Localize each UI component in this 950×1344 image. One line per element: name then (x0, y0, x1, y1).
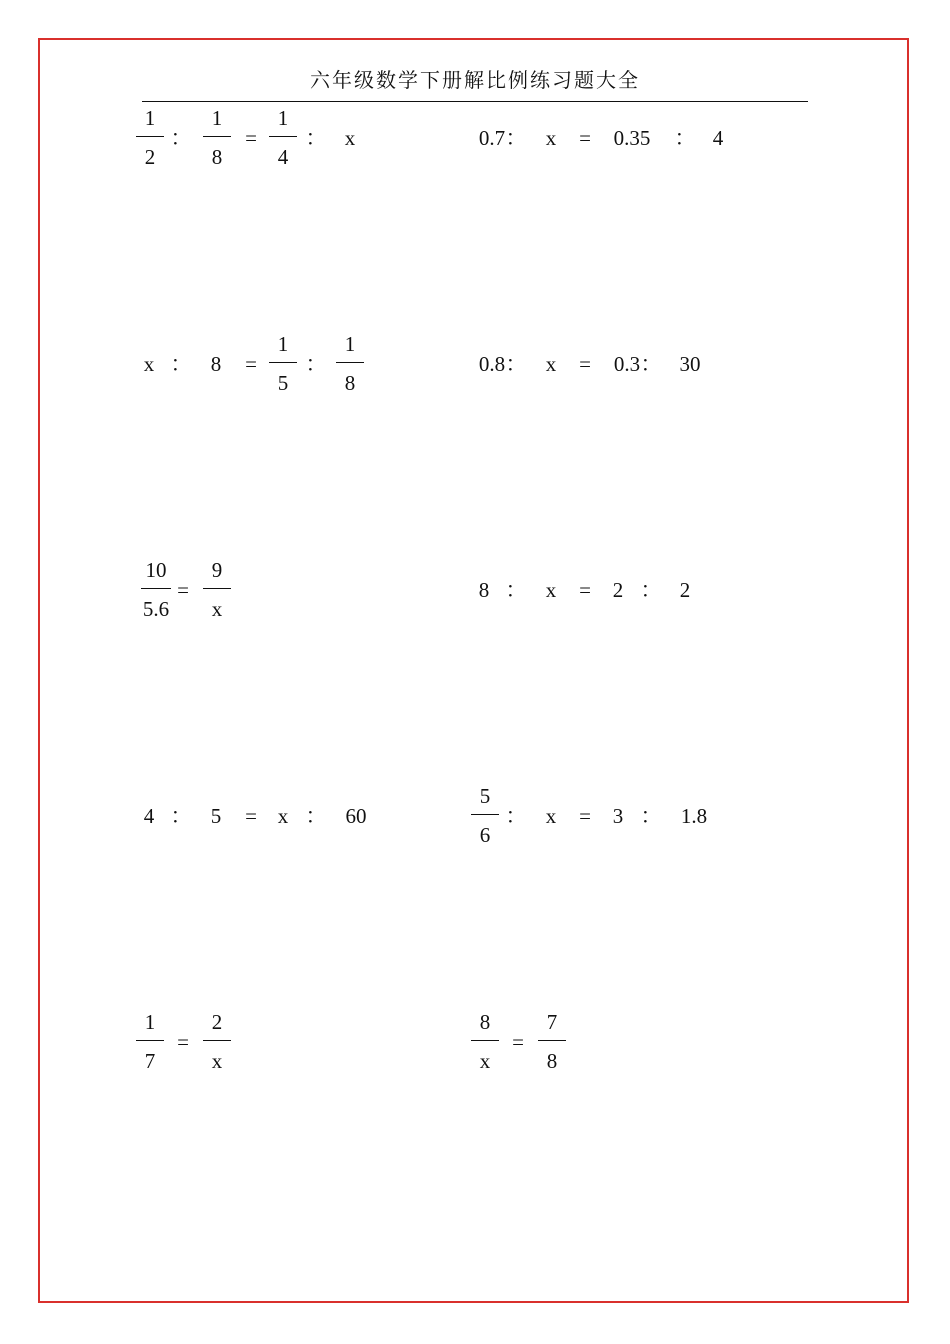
page-title: 六年级数学下册解比例练习题大全 (310, 70, 640, 92)
denominator: 5.6 (142, 597, 170, 621)
equals-sign: = (245, 126, 257, 150)
numerator: 1 (277, 106, 289, 130)
fraction-b (203, 106, 231, 186)
ratio-colon: ： (640, 804, 662, 828)
equals-sign: = (245, 352, 257, 376)
ratio-colon: ： (170, 126, 192, 150)
ratio-colon: ： (170, 352, 192, 376)
denominator: 6 (479, 823, 491, 847)
fraction-bar (141, 588, 171, 589)
fraction-d (336, 332, 364, 412)
numerator: 1 (211, 106, 223, 130)
fraction-right (203, 558, 231, 638)
equals-sign: = (245, 804, 257, 828)
numerator: 8 (479, 1010, 491, 1034)
ratio-colon: ： (674, 126, 696, 150)
term-d: 4 (712, 126, 724, 150)
unknown-x: x (277, 804, 289, 828)
term-b: 8 (210, 352, 222, 376)
fraction-bar (136, 136, 164, 137)
numerator: 7 (546, 1010, 558, 1034)
ratio-colon: ： (505, 804, 527, 828)
term-a: 0.8 (478, 352, 506, 376)
term-c: 3 (612, 804, 624, 828)
numerator: 2 (211, 1010, 223, 1034)
ratio-colon: ： (640, 578, 662, 602)
fraction-bar (269, 136, 297, 137)
numerator: 9 (211, 558, 223, 582)
unknown-x: x (143, 352, 155, 376)
term-d: 60 (345, 804, 367, 828)
unknown-x: x (545, 126, 557, 150)
fraction-left (141, 558, 171, 638)
fraction-bar (471, 1040, 499, 1041)
equals-sign: = (177, 1030, 189, 1054)
fraction-bar (336, 362, 364, 363)
ratio-colon: ： (305, 804, 327, 828)
ratio-colon: ： (305, 352, 327, 376)
numerator: 1 (277, 332, 289, 356)
numerator: 5 (479, 784, 491, 808)
term-d: 30 (679, 352, 701, 376)
fraction-bar (136, 1040, 164, 1041)
ratio-colon: ： (305, 126, 327, 150)
term-d: 2 (679, 578, 691, 602)
equals-sign: = (177, 578, 189, 602)
term-c: 0.35 (613, 126, 651, 150)
fraction-right (203, 1010, 231, 1090)
equals-sign: = (579, 804, 591, 828)
ratio-colon: ： (505, 352, 527, 376)
denominator: 2 (144, 145, 156, 169)
unknown-x: x (344, 126, 356, 150)
numerator: 1 (144, 1010, 156, 1034)
numerator: 1 (144, 106, 156, 130)
equals-sign: = (579, 578, 591, 602)
fraction-bar (203, 588, 231, 589)
fraction-bar (203, 136, 231, 137)
fraction-a (471, 784, 499, 864)
unknown-x: x (545, 578, 557, 602)
term-d: 1.8 (680, 804, 708, 828)
fraction-a (136, 106, 164, 186)
fraction-left (471, 1010, 499, 1090)
ratio-colon: ： (640, 352, 662, 376)
fraction-c (269, 332, 297, 412)
denominator: 8 (211, 145, 223, 169)
equals-sign: = (512, 1030, 524, 1054)
ratio-colon: ： (170, 804, 192, 828)
denominator: 4 (277, 145, 289, 169)
denominator: 8 (546, 1049, 558, 1073)
fraction-c (269, 106, 297, 186)
fraction-bar (538, 1040, 566, 1041)
page-border (38, 38, 909, 1303)
fraction-left (136, 1010, 164, 1090)
term-a: 8 (478, 578, 490, 602)
title-divider (142, 101, 808, 102)
term-c: 2 (612, 578, 624, 602)
equals-sign: = (579, 352, 591, 376)
denominator: x (479, 1049, 491, 1073)
numerator: 1 (344, 332, 356, 356)
fraction-bar (269, 362, 297, 363)
fraction-right (538, 1010, 566, 1090)
denominator: x (211, 597, 223, 621)
term-a: 0.7 (478, 126, 506, 150)
term-a: 4 (143, 804, 155, 828)
unknown-x: x (545, 804, 557, 828)
equals-sign: = (579, 126, 591, 150)
denominator: 8 (344, 371, 356, 395)
fraction-bar (203, 1040, 231, 1041)
term-c: 0.3 (613, 352, 641, 376)
fraction-bar (471, 814, 499, 815)
denominator: 5 (277, 371, 289, 395)
denominator: x (211, 1049, 223, 1073)
denominator: 7 (144, 1049, 156, 1073)
term-b: 5 (210, 804, 222, 828)
ratio-colon: ： (505, 126, 527, 150)
unknown-x: x (545, 352, 557, 376)
ratio-colon: ： (505, 578, 527, 602)
numerator: 10 (145, 558, 167, 582)
